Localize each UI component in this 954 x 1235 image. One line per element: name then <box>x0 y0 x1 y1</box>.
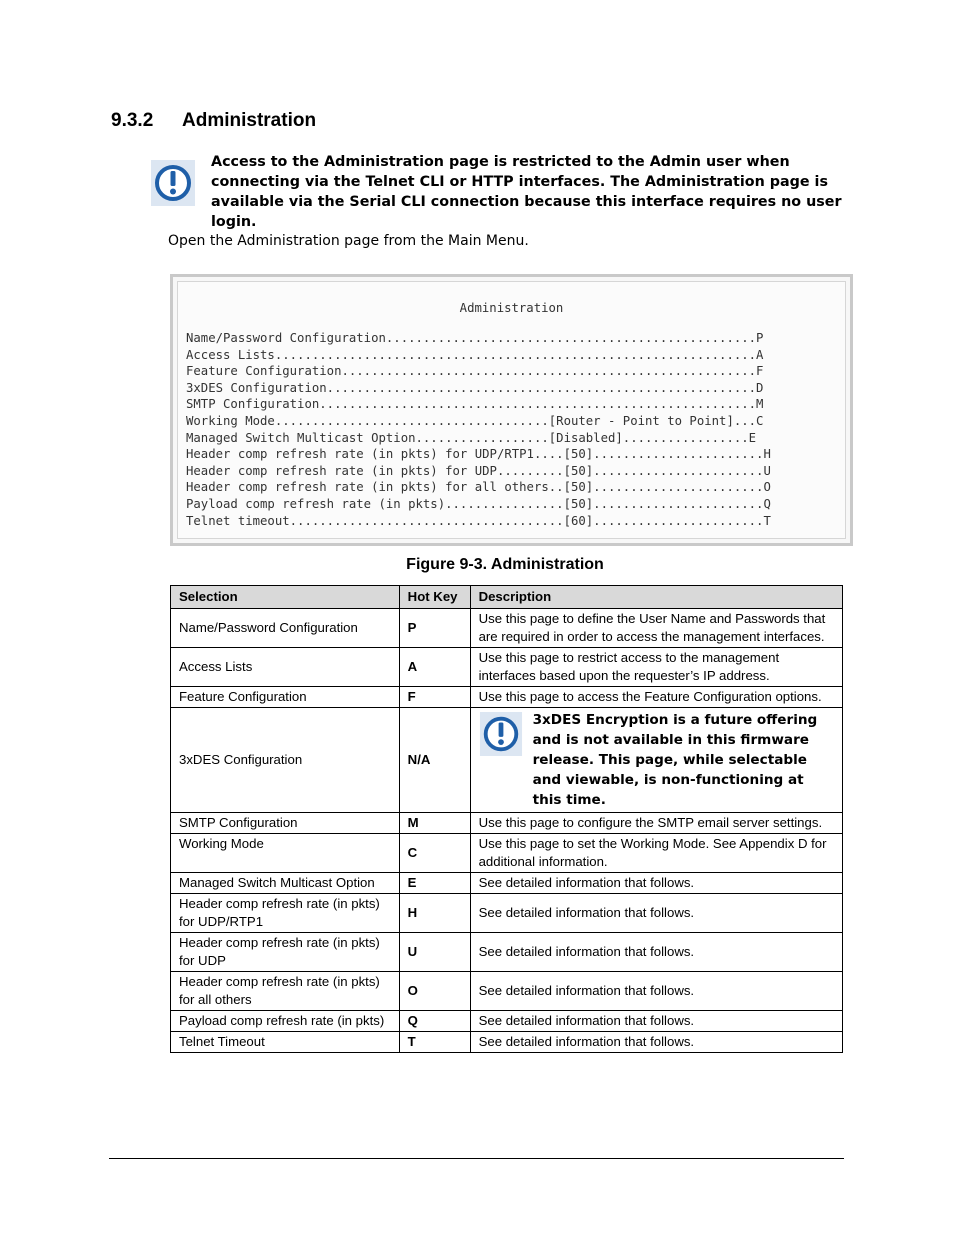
footer-rule <box>109 1158 844 1159</box>
hot-key-cell: E <box>399 873 470 894</box>
table-row <box>171 972 843 1011</box>
inner-note-text: 3xDES Encryption is a future offering and is not available in this firmware release. This page, while selectable and viewable, is non-functioning at this time. <box>532 712 818 808</box>
selection-table <box>170 585 843 1053</box>
table-header-row <box>171 586 843 609</box>
selection-cell: Telnet Timeout <box>171 1032 400 1053</box>
hot-key-cell: N/A <box>399 708 470 813</box>
hot-key-cell: P <box>399 609 470 648</box>
terminal-title: Administration <box>459 301 564 315</box>
description-cell: See detailed information that follows. <box>470 873 842 894</box>
terminal-line: Header comp refresh rate (in pkts) for all others..[50].......................O <box>186 480 771 495</box>
selection-cell: Access Lists <box>171 648 400 687</box>
hot-key-cell: C <box>399 834 470 873</box>
terminal-line: Managed Switch Multicast Option..................[Disabled].................E <box>186 430 757 445</box>
table-row <box>171 933 843 972</box>
description-cell: See detailed information that follows. <box>470 894 842 933</box>
terminal-line: 3xDES Configuration..........................................................D <box>186 380 764 395</box>
table-row <box>171 648 843 687</box>
terminal-line: Access Lists.................................................................A <box>186 347 764 362</box>
table-row <box>171 609 843 648</box>
hot-key-cell: H <box>399 894 470 933</box>
description-cell: Use this page to define the User Name and Passwords that are required in order to access the management interfaces. <box>470 609 842 648</box>
terminal-line: SMTP Configuration...........................................................M <box>186 397 764 412</box>
table-row <box>171 873 843 894</box>
inner-note <box>477 710 836 810</box>
column-header-description: Description <box>470 586 842 609</box>
selection-cell: Working Mode <box>171 834 400 873</box>
terminal-screenshot <box>170 274 853 546</box>
important-icon <box>151 160 195 206</box>
hot-key-cell: T <box>399 1032 470 1053</box>
description-cell: See detailed information that follows. <box>470 1032 842 1053</box>
selection-cell: Name/Password Configuration <box>171 609 400 648</box>
column-header-hot-key: Hot Key <box>399 586 470 609</box>
figure-caption: Figure 9-3. Administration <box>406 556 604 573</box>
terminal-menu <box>186 330 771 529</box>
description-cell: See detailed information that follows. <box>470 972 842 1011</box>
selection-cell: Payload comp refresh rate (in pkts) <box>171 1011 400 1032</box>
selection-cell: 3xDES Configuration <box>171 708 400 813</box>
table-row <box>171 687 843 708</box>
description-cell: Use this page to access the Feature Configuration options. <box>470 687 842 708</box>
note-text: Access to the Administration page is restricted to the Admin user when connecting via the Telnet CLI or HTTP interfaces. The Administration page is available via the Serial CLI connection because this interface requires no user login. <box>211 154 842 230</box>
hot-key-cell: M <box>399 813 470 834</box>
terminal-line: Name/Password Configuration..................................................P <box>186 331 764 345</box>
table-row <box>171 894 843 933</box>
terminal-line: Header comp refresh rate (in pkts) for UDP/RTP1....[50].......................H <box>186 447 771 462</box>
description-cell: Use this page to configure the SMTP email server settings. <box>470 813 842 834</box>
intro-text: Open the Administration page from the Main Menu. <box>168 233 529 249</box>
terminal-line: Telnet timeout.....................................[60].......................T <box>186 513 771 528</box>
table-row <box>171 813 843 834</box>
column-header-selection: Selection <box>171 586 400 609</box>
selection-cell: Header comp refresh rate (in pkts) for all others <box>171 972 400 1011</box>
section-title: Administration <box>182 110 317 131</box>
table-row <box>171 834 843 873</box>
terminal-line: Header comp refresh rate (in pkts) for UDP.........[50].......................U <box>186 463 771 478</box>
selection-cell: Header comp refresh rate (in pkts) for UDP/RTP1 <box>171 894 400 933</box>
terminal-line: Payload comp refresh rate (in pkts)................[50].......................Q <box>186 496 771 511</box>
terminal-line: Working Mode.....................................[Router - Point to Point]...C <box>186 413 764 428</box>
description-cell: See detailed information that follows. <box>470 933 842 972</box>
hot-key-cell: A <box>399 648 470 687</box>
section-heading <box>111 110 316 132</box>
selection-cell: Managed Switch Multicast Option <box>171 873 400 894</box>
terminal-screen <box>177 281 846 539</box>
selection-cell: Feature Configuration <box>171 687 400 708</box>
table-row <box>171 708 843 813</box>
selection-cell: Header comp refresh rate (in pkts) for UDP <box>171 933 400 972</box>
important-icon <box>479 712 523 756</box>
hot-key-cell: Q <box>399 1011 470 1032</box>
hot-key-cell: U <box>399 933 470 972</box>
description-cell: See detailed information that follows. <box>470 1011 842 1032</box>
table-row <box>171 1032 843 1053</box>
hot-key-cell: F <box>399 687 470 708</box>
description-cell <box>470 708 842 813</box>
description-cell: Use this page to restrict access to the management interfaces based upon the requester’s IP address. <box>470 648 842 687</box>
selection-cell: SMTP Configuration <box>171 813 400 834</box>
terminal-line: Feature Configuration........................................................F <box>186 364 764 379</box>
table-row <box>171 1011 843 1032</box>
hot-key-cell: O <box>399 972 470 1011</box>
description-cell: Use this page to set the Working Mode. See Appendix D for additional information. <box>470 834 842 873</box>
section-number: 9.3.2 <box>111 110 154 131</box>
